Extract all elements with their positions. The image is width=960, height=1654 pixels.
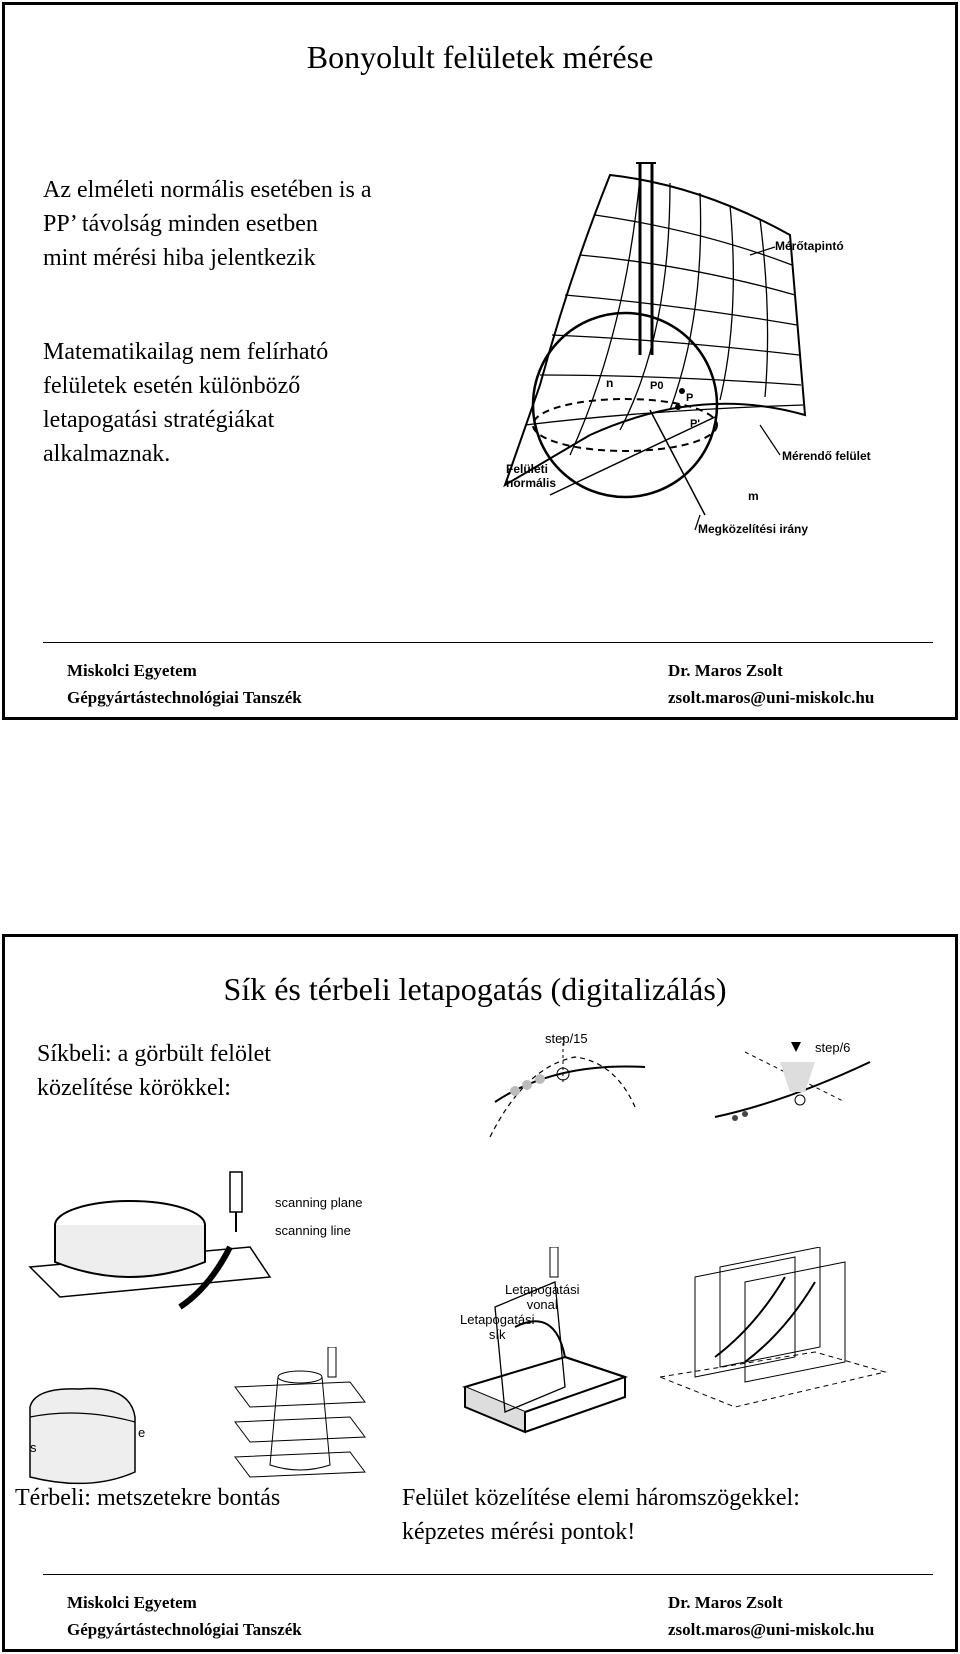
paragraph-strategies: Matematikailag nem felírható felületek esetén különböző letapogatási stratégiákat alkalmaznak. [43, 339, 329, 467]
label-scanning-plane: scanning plane [275, 1195, 363, 1210]
label-approach: Megközelítési irány [698, 522, 809, 536]
footer-right-2: Dr. Maros Zsolt zsolt.maros@uni-miskolc.hu [668, 1593, 875, 1639]
scanning-plane-figure [20, 1167, 380, 1367]
stacked-slices-figure [230, 1347, 370, 1487]
slide-1 [2, 2, 958, 720]
slide-2-title: Sík és térbeli letapogatás (digitalizálás) [223, 971, 727, 1007]
spatial-text: Térbeli: metszetekre bontás [15, 1485, 281, 1511]
label-m: m [748, 489, 759, 503]
step15-figure [485, 1027, 650, 1147]
label-e: e [138, 1425, 146, 1440]
label-normal-line1: Felületi [506, 462, 549, 476]
slide-1-title: Bonyolult felületek mérése [306, 39, 654, 75]
label-surface: Mérendő felület [782, 449, 871, 463]
footer-left-2: Miskolci Egyetem Gépgyártástechnológiai Tanszék [67, 1593, 302, 1639]
label-p0: P0 [650, 380, 664, 392]
label-p: P [686, 392, 694, 404]
sliced-shape-figure [655, 1247, 895, 1417]
planar-text: Síkbeli: a görbült felölet közelítése körökkel: [37, 1041, 271, 1101]
footer-left: Miskolci Egyetem Gépgyártástechnológiai Tanszék [67, 661, 302, 707]
paragraph-error: Az elméleti normális esetében is a PP’ távolság minden esetben mint mérési hiba jelentkezik [43, 177, 372, 271]
probe-surface-figure [500, 155, 920, 575]
part-scan-figure [455, 1247, 635, 1447]
label-step6: step/6 [815, 1040, 851, 1055]
label-probe: Mérőtapintó [775, 239, 844, 253]
label-s: s [30, 1440, 37, 1455]
label-step15: step/15 [545, 1031, 588, 1046]
footer-rule-2 [43, 1574, 933, 1575]
contour-figure [20, 1377, 150, 1497]
footer-rule [43, 642, 933, 643]
step6-figure [705, 1032, 875, 1152]
label-p-prime: P' [690, 418, 700, 430]
label-scan-line-hu: Letapogatási vonal [505, 1282, 580, 1312]
triangle-text: Felület közelítése elemi háromszögekkel: képzetes mérési pontok! [402, 1485, 800, 1545]
slide-2 [2, 934, 958, 1652]
label-scan-plane-hu: Letapogatási sík [460, 1312, 535, 1342]
label-n: n [606, 376, 614, 390]
label-normal [506, 462, 556, 490]
label-normal-line2: normális [506, 476, 557, 490]
label-scanning-line: scanning line [275, 1223, 351, 1238]
footer-right: Dr. Maros Zsolt zsolt.maros@uni-miskolc.hu [668, 661, 875, 707]
